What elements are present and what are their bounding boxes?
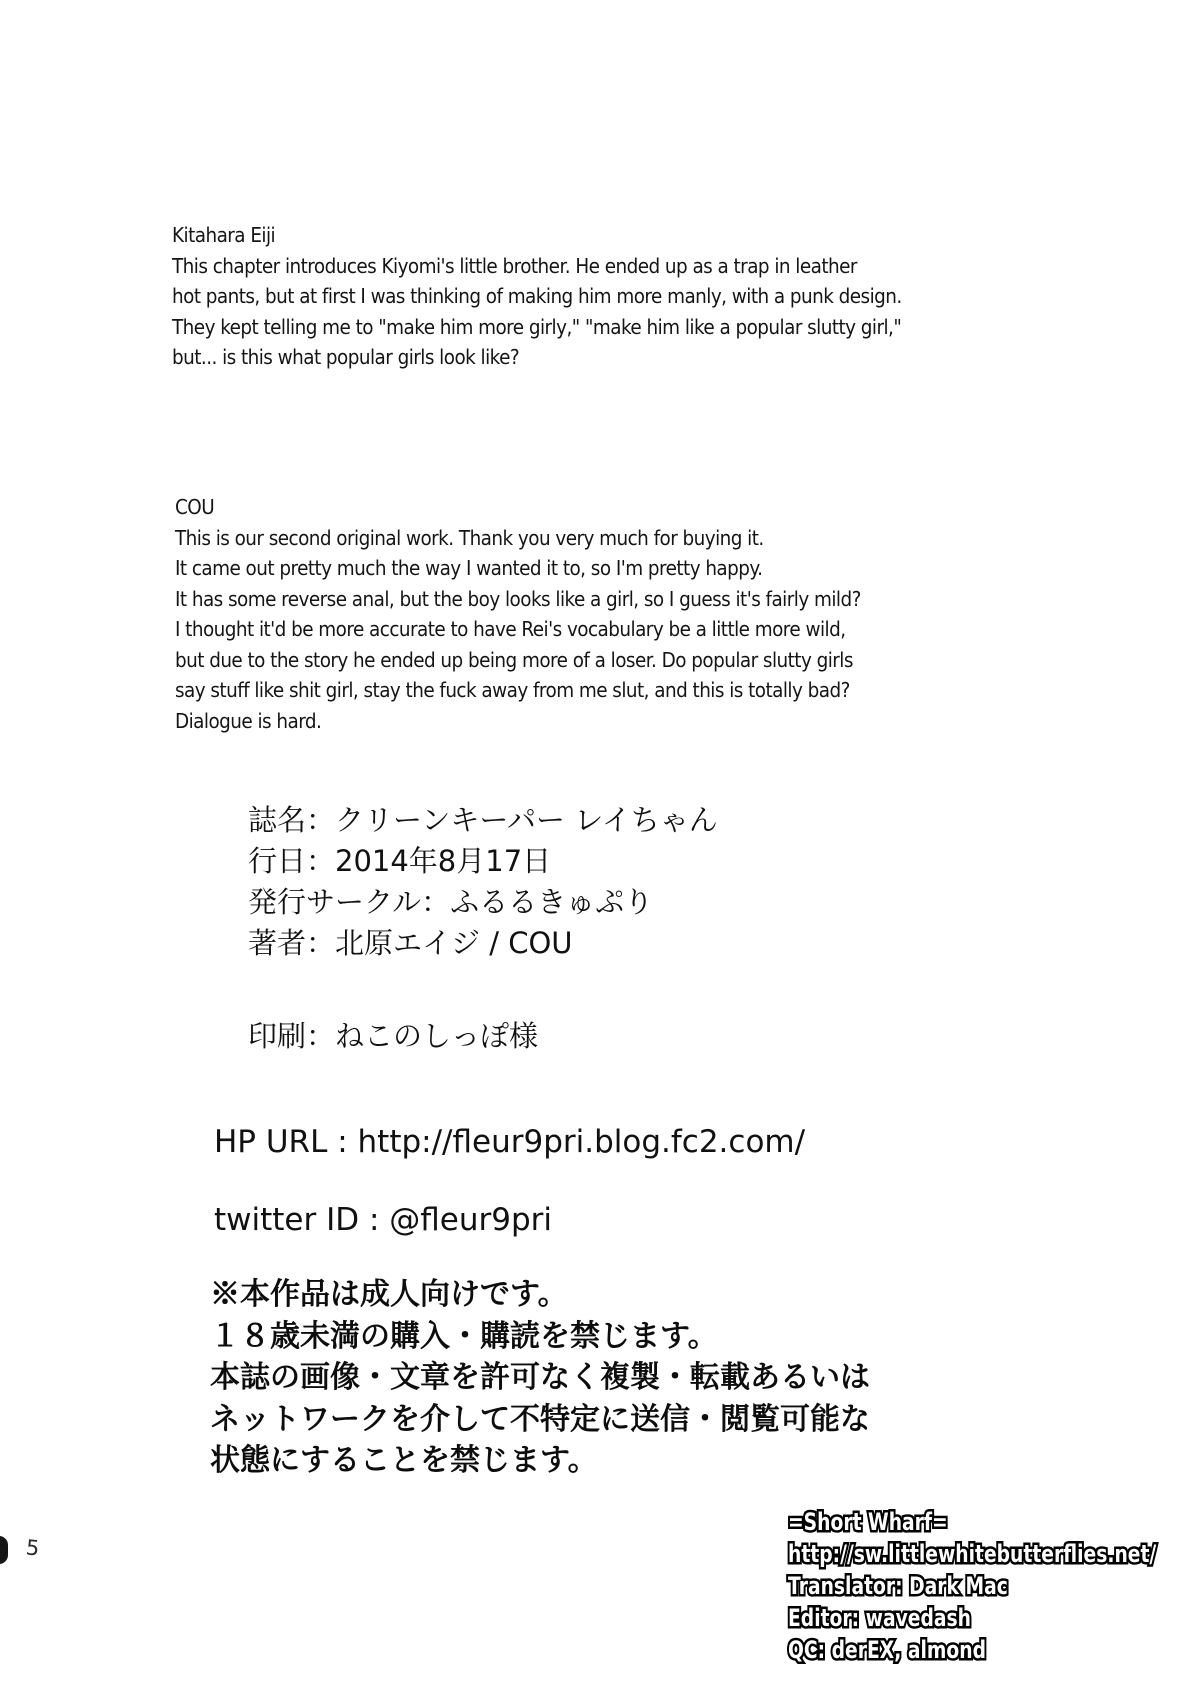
scanlation-credits <box>788 1506 1200 1666</box>
note-line: say stuff like shit girl, stay the fuck away from me slut, and this is totally bad? <box>175 678 850 702</box>
disclaimer-line: 状態にすることを禁じます。 <box>210 1443 598 1478</box>
note-line: hot pants, but at first I was thinking of making him more manly, with a punk design. <box>172 284 902 308</box>
adult-content-disclaimer <box>210 1274 870 1482</box>
publication-author-line: 著者：北原エイジ / COU <box>248 926 573 960</box>
note-line: but... is this what popular girls look like? <box>172 345 520 369</box>
author-name: COU <box>175 495 215 519</box>
note-line: This is our second original work. Thank you very much for buying it. <box>175 525 764 550</box>
page-edge-number: 5 <box>24 1535 41 1561</box>
printer-line: 印刷：ねこのしっぽ様 <box>248 1019 539 1053</box>
author-note-kitahara <box>172 220 902 373</box>
scanlation-translator: Translator: Dark Mac <box>788 1572 1008 1600</box>
scanlation-editor: Editor: wavedash <box>788 1604 971 1632</box>
note-line: This chapter introduces Kiyomi's little brother. He ended up as a trap in leather <box>172 253 857 278</box>
note-line: It came out pretty much the way I wanted it to, so I'm pretty happy. <box>175 556 763 580</box>
scanlation-qc: QC: derEX, almond <box>788 1636 986 1664</box>
author-name: Kitahara Eiji <box>172 223 276 247</box>
scanlation-group-name: =Short Wharf= <box>788 1508 948 1536</box>
publication-info <box>248 800 718 964</box>
publication-date-line: 行日：2014年8月17日 <box>248 844 552 878</box>
disclaimer-line: ネットワークを介して不特定に送信・閲覧可能な <box>210 1401 870 1437</box>
publication-title-line: 誌名：クリーンキーパー レイちゃん <box>248 803 718 837</box>
note-line: but due to the story he ended up being more of a loser. Do popular slutty girls <box>175 647 853 672</box>
disclaimer-line: ※本作品は成人向けです。 <box>210 1277 568 1312</box>
scanlation-url: http://sw.littlewhitebutterflies.net/ <box>788 1540 1157 1568</box>
note-line: They kept telling me to "make him more girly," "make him like a popular slutty girl," <box>172 314 902 339</box>
hp-url-line: HP URL : http://fleur9pri.blog.fc2.com/ <box>214 1124 806 1160</box>
author-note-cou <box>175 492 861 736</box>
note-line: I thought it'd be more accurate to have Rei's vocabulary be a little more wild, <box>175 617 846 641</box>
disclaimer-line: 本誌の画像・文章を許可なく複製・転載あるいは <box>210 1360 870 1395</box>
disclaimer-line: １８歳未満の購入・購読を禁じます。 <box>210 1318 718 1354</box>
note-line: It has some reverse anal, but the boy looks like a girl, so I guess it's fairly mild? <box>175 586 861 611</box>
publication-circle-line: 発行サークル：ふるるきゅぷり <box>248 885 654 919</box>
twitter-id-line: twitter ID : @fleur9pri <box>214 1202 553 1238</box>
note-line: Dialogue is hard. <box>175 708 322 733</box>
page-edge-bar <box>0 1536 8 1564</box>
